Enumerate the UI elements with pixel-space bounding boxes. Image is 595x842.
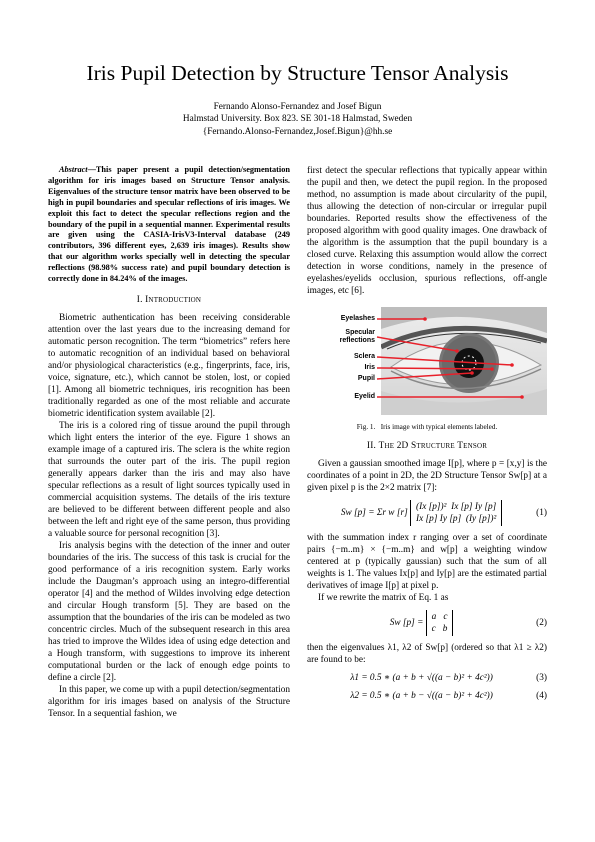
- figure-caption: [307, 421, 547, 433]
- section2-paragraph: Given a gaussian smoothed image I[p], where p = [x,y] is the coordinates of a point in 2D, the 2D Structure Tensor Sw[p] at a given pixel p is the 2×2 matrix [7]:: [307, 459, 547, 493]
- abstract-label: Abstract: [59, 165, 88, 174]
- equation-4: [307, 690, 547, 702]
- section-number: II.: [366, 441, 377, 451]
- equation-2: [307, 610, 547, 636]
- equation-lhs: Sw [p] =: [389, 618, 424, 629]
- caption-label: Fig. 1.: [356, 423, 376, 431]
- pointer-line: [377, 368, 492, 369]
- pointer-dot: [490, 367, 494, 371]
- pointer-dot: [470, 371, 474, 375]
- matrix-cell: b: [442, 624, 448, 634]
- intro-paragraph: In this paper, we come up with a pupil detection/segmentation algorithm for iris images based on analysis of the Structure Tensor. In a sequential fashion, we: [48, 684, 290, 719]
- pointer-dot: [423, 317, 427, 321]
- intro-paragraph: Biometric authentication has been receiving considerable attention over the last years due to the increasing demand for automatic person recognition. The term “biometrics” refers here to automatic recognition of an individual based on behavioral and/or physiological characteristics (e.g., fingerprints, face, iris, voice, signature, etc.), which cannot be stolen, lost, or copied [1]. Among all biometric techniques, iris recognition has been traditionally regarded as one of the most reliable and accurate biometric identification system available [2].: [48, 312, 290, 419]
- matrix-cell: c: [443, 612, 448, 622]
- caption-text: Iris image with typical elements labeled.: [380, 423, 498, 431]
- equation-number: (4): [536, 691, 547, 701]
- section-heading-introduction: [48, 294, 290, 306]
- figure-pointers: [307, 305, 547, 417]
- pointer-dot: [455, 349, 459, 353]
- label-sclera: Sclera: [353, 353, 375, 360]
- matrix: [410, 500, 502, 526]
- label-eyelashes: Eyelashes: [340, 315, 375, 322]
- pointer-dot: [510, 363, 514, 367]
- figure-1: [307, 305, 547, 431]
- equation-1: [307, 500, 547, 526]
- paper-title: Iris Pupil Detection by Structure Tensor Analysis: [86, 61, 509, 85]
- matrix-cell: Ix [p] Iy [p]: [451, 502, 497, 512]
- abstract: [48, 165, 290, 285]
- label-iris: Iris: [364, 364, 375, 371]
- abstract-text: —This paper present a pupil detection/segmentation algorithm for iris images based on Structure Tensor analysis. Eigenvalues of the structure tensor matrix have been observed to be high in pupil boundaries and specular reflections of iris images. We exploit this fact to detect the specular reflections region and the boundary of the pupil in a sequential manner. Experimental results are given using the CASIA-IrisV3-Interval database (249 contributors, 396 different eyes, 2,639 iris images). Results show that our algorithm works specially well in detecting the specular reflections (98.98% success rate) and pupil boundary detection is correctly done in 84.24% of the images.: [48, 165, 290, 284]
- right-column: [307, 165, 547, 708]
- section2-paragraph: then the eigenvalues λ1, λ2 of Sw[p] (ordered so that λ1 ≥ λ2) are found to be:: [307, 643, 547, 665]
- section-title: Introduction: [145, 294, 202, 305]
- matrix-cell: Ix [p] Iy [p]: [416, 514, 462, 524]
- label-specular: Specular reflections: [339, 329, 375, 344]
- label-eyelid: Eyelid: [354, 393, 375, 400]
- equation-number: (3): [536, 673, 547, 683]
- intro-paragraph: The iris is a colored ring of tissue around the pupil through which light enters the interior of the eye. Figure 1 shows an example image of a captured iris. The sclera is the white region that surrounds the outer part of the iris. The pupil region generally appears darker than the iris and may also have specular reflections as a result of light sources typically used in commercial acquisition systems. The details of the iris texture are believed to be different between different people and also between the left and right eye of the same person, thus providing a valuable source for personal recognition [3].: [48, 420, 290, 539]
- matrix-cell: (Ix [p])²: [416, 502, 447, 512]
- left-column: [48, 165, 290, 720]
- equation-lhs: Sw [p] = Σr w [r]: [340, 508, 408, 519]
- pointer-line: [377, 337, 457, 351]
- equation-body: λ2 = 0.5 ∗ (a + b − √((a − b)² + 4c²)): [350, 691, 493, 701]
- author-names: Fernando Alonso-Fernandez and Josef Bigun: [213, 102, 382, 112]
- section2-paragraph: If we rewrite the matrix of Eq. 1 as: [318, 593, 449, 603]
- author-affiliation: Halmstad University. Box 823. SE 301-18 Halmstad, Sweden: [182, 114, 413, 125]
- matrix-cell: (Iy [p])²: [465, 514, 497, 524]
- pointer-line: [377, 373, 472, 379]
- section-heading-structure-tensor: [307, 440, 547, 452]
- matrix-cell: c: [431, 624, 436, 634]
- matrix-cell: a: [431, 612, 437, 622]
- pointer-line: [377, 357, 512, 365]
- label-pupil: Pupil: [357, 375, 375, 382]
- intro-continued: first detect the specular reflections that typically appear within the pupil and then, we detect the pupil region. In the proposed method, no assumption is made about circularity of the pupil, thus allowing the detection of non-circular or irregular pupil boundaries. Reported results show the effectiveness of the proposed algorithm with good quality images. One drawback of the algorithm is the assumption that the pupil boundary is a closed curve. Relaxing this assumption would allow the correct detection in worse conditions, namely in the presence of eyelashes/eyelids occlusion, spurious reflections, off-angle images, etc [6].: [307, 166, 547, 296]
- intro-paragraph: Iris analysis begins with the detection of the inner and outer boundaries of the iris. The success of this task is crucial for the good performance of a iris recognition system. Early works include the Daugman’s approach using an integro-differential operator [4] and the method of Wildes involving edge detection and circular Hough transform [5]. They are based on the assumption that the boundaries of the iris can be modeled as two concentric circles. Much of the subsequent research in this area has tried to improve the Wildes idea of using edge detection and a Hough transform, with suggestions to improve its inherent computational burden or the lack of enough edge points to define a circle [2].: [48, 540, 290, 683]
- equation-number: (1): [536, 508, 547, 518]
- pointer-dot: [520, 395, 524, 399]
- section-title: The 2D Structure Tensor: [378, 441, 488, 451]
- equation-body: λ1 = 0.5 ∗ (a + b + √((a − b)² + 4c²)): [350, 673, 493, 683]
- matrix: [426, 610, 454, 636]
- section-number: I.: [136, 294, 143, 305]
- equation-3: [307, 672, 547, 684]
- author-email: {Fernando.Alonso-Fernandez,Josef.Bigun}@hh.se: [202, 126, 393, 137]
- author-block: [0, 101, 595, 138]
- section2-paragraph: with the summation index r ranging over a set of coordinate pairs {−m..m} × {−m..m} and w[p] a weighting window centered at p (typically gaussian) such that the sum of all weights is 1. The values Ix[p] and Iy[p] are the estimated partial derivatives of image I[p] at pixel p.: [307, 533, 547, 591]
- equation-number: (2): [536, 618, 547, 628]
